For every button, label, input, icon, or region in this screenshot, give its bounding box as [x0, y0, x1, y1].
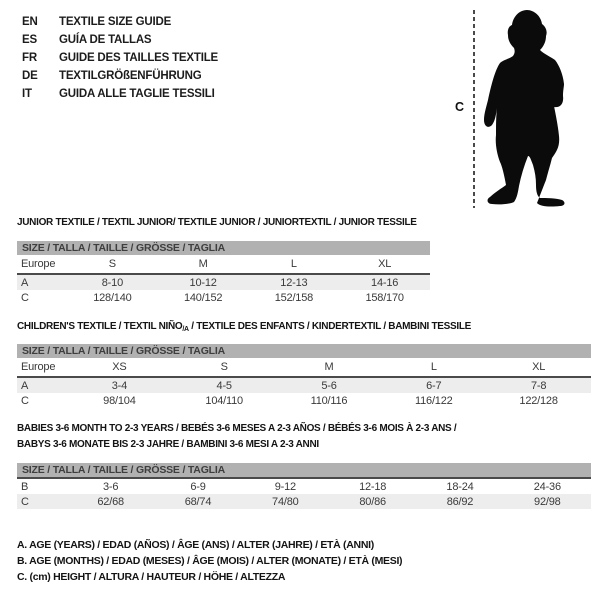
size-header-row — [17, 463, 591, 478]
legend-line-b: B. AGE (MONTHS) / EDAD (MESES) / ÂGE (MOIS) / ALTER (MONATE) / ETÀ (MESI) — [17, 555, 403, 567]
children-size-table — [17, 344, 591, 408]
value-cell: 8-10 — [67, 274, 158, 290]
language-code: ES — [22, 34, 37, 46]
column-header-row — [17, 255, 430, 274]
value-cell: 98/104 — [103, 394, 136, 407]
value-cell: 12-13 — [249, 274, 340, 290]
size-header-cell: SIZE / TALLA / TAILLE / GRÖSSE / TAGLIA — [17, 463, 591, 478]
value-cell: 128/140 — [93, 291, 132, 304]
age-months-row — [17, 478, 591, 494]
column-header-cell: L — [381, 358, 486, 377]
value-cell: 6-9 — [190, 480, 206, 493]
height-cm-row — [17, 290, 430, 305]
value-cell: 7-8 — [486, 377, 591, 393]
value-cell: 5-6 — [277, 377, 382, 393]
babies-title-line1: BABIES 3-6 MONTH TO 2-3 YEARS / BEBÉS 3-6 MESES A 2-3 AÑOS / BÉBÉS 3-6 MOIS À 2-3 ANS / — [17, 423, 457, 434]
row-label-cell: Europe — [17, 255, 67, 274]
column-header-cell: XS — [67, 358, 172, 377]
language-label: GUIDA ALLE TAGLIE TESSILI — [59, 88, 215, 100]
size-header-row — [17, 241, 430, 255]
value-cell: 10-12 — [158, 274, 249, 290]
row-label-cell: B — [21, 480, 29, 493]
value-cell: 140/152 — [183, 291, 223, 304]
baby-silhouette-icon — [482, 8, 568, 210]
language-row — [22, 85, 218, 103]
row-label-cell: A — [17, 377, 67, 393]
babies-section-title — [17, 421, 456, 453]
measure-legend — [17, 537, 402, 585]
value-cell: 18-24 — [446, 480, 474, 493]
babies-size-table — [17, 463, 591, 509]
value-cell: 9-12 — [274, 480, 296, 493]
value-cell: 116/122 — [415, 394, 453, 407]
children-section-title — [17, 319, 471, 338]
height-cm-row — [17, 393, 591, 408]
value-cell: 110/116 — [310, 394, 348, 407]
column-header-cell: XL — [339, 255, 430, 274]
row-label-cell: C — [21, 291, 29, 304]
language-label: GUIDE DES TAILLES TEXTILE — [59, 52, 218, 64]
column-header-cell: L — [249, 255, 340, 274]
size-header-cell: SIZE / TALLA / TAILLE / GRÖSSE / TAGLIA — [17, 344, 591, 358]
language-row — [22, 31, 218, 49]
value-cell: 24-36 — [533, 480, 561, 493]
age-years-row — [17, 274, 430, 290]
height-cm-row — [17, 494, 591, 509]
size-header-row — [17, 344, 591, 358]
height-measure-dashed-line — [473, 10, 475, 208]
value-cell: 80/86 — [329, 494, 416, 509]
value-cell: 104/110 — [205, 394, 243, 407]
language-code: DE — [22, 70, 38, 82]
language-row — [22, 49, 218, 67]
language-code: IT — [22, 88, 32, 100]
value-cell: 92/98 — [504, 494, 591, 509]
legend-line-a: A. AGE (YEARS) / EDAD (AÑOS) / ÂGE (ANS) / ALTER (JAHRE) / ETÀ (ANNI) — [17, 539, 374, 551]
size-header-cell: SIZE / TALLA / TAILLE / GRÖSSE / TAGLIA — [17, 241, 430, 255]
junior-section-title: JUNIOR TEXTILE / TEXTIL JUNIOR/ TEXTILE JUNIOR / JUNIORTEXTIL / JUNIOR TESSILE — [17, 217, 417, 228]
junior-size-table — [17, 241, 430, 305]
row-label-cell: Europe — [17, 358, 67, 377]
children-title-sub: /A — [182, 326, 189, 333]
baby-silhouette-path — [484, 10, 564, 207]
row-label-cell: C — [17, 494, 67, 509]
column-header-cell: S — [172, 358, 277, 377]
age-years-row — [17, 377, 591, 393]
height-measure-label: C — [455, 100, 465, 114]
language-label: TEXTILE SIZE GUIDE — [59, 16, 172, 28]
language-row — [22, 13, 218, 31]
value-cell: 68/74 — [154, 494, 241, 509]
value-cell: 12-18 — [359, 480, 387, 493]
value-cell: 14-16 — [339, 274, 430, 290]
column-header-cell: XL — [486, 358, 591, 377]
value-cell: 4-5 — [172, 377, 277, 393]
column-header-row — [17, 358, 591, 377]
language-label: GUÍA DE TALLAS — [59, 34, 152, 46]
value-cell: 158/170 — [365, 291, 404, 304]
language-label: TEXTILGRÖßENFÜHRUNG — [59, 70, 202, 82]
language-code: FR — [22, 52, 37, 64]
row-label-cell: C — [21, 394, 29, 407]
value-cell: 152/158 — [274, 291, 314, 304]
column-header-cell: M — [158, 255, 249, 274]
language-code: EN — [22, 16, 38, 28]
value-cell: 86/92 — [416, 494, 503, 509]
value-cell: 6-7 — [381, 377, 486, 393]
children-title-pre: CHILDREN'S TEXTILE / TEXTIL NIÑO — [17, 321, 183, 332]
babies-title-line2: BABYS 3-6 MONATE BIS 2-3 JAHRE / BAMBINI 3-6 MESI A 2-3 ANNI — [17, 439, 319, 450]
value-cell: 122/128 — [519, 394, 558, 407]
value-cell: 3-4 — [67, 377, 172, 393]
children-title-post: / TEXTILE DES ENFANTS / KINDERTEXTIL / BAMBINI TESSILE — [188, 321, 472, 332]
legend-line-c: C. (cm) HEIGHT / ALTURA / HAUTEUR / HÖHE / ALTEZZA — [17, 571, 286, 583]
column-header-cell: S — [67, 255, 158, 274]
value-cell: 62/68 — [67, 494, 154, 509]
row-label-cell: A — [17, 274, 67, 290]
value-cell: 3-6 — [103, 480, 119, 493]
value-cell: 74/80 — [242, 494, 329, 509]
language-row — [22, 67, 218, 85]
column-header-cell: M — [277, 358, 382, 377]
language-list — [22, 13, 218, 103]
